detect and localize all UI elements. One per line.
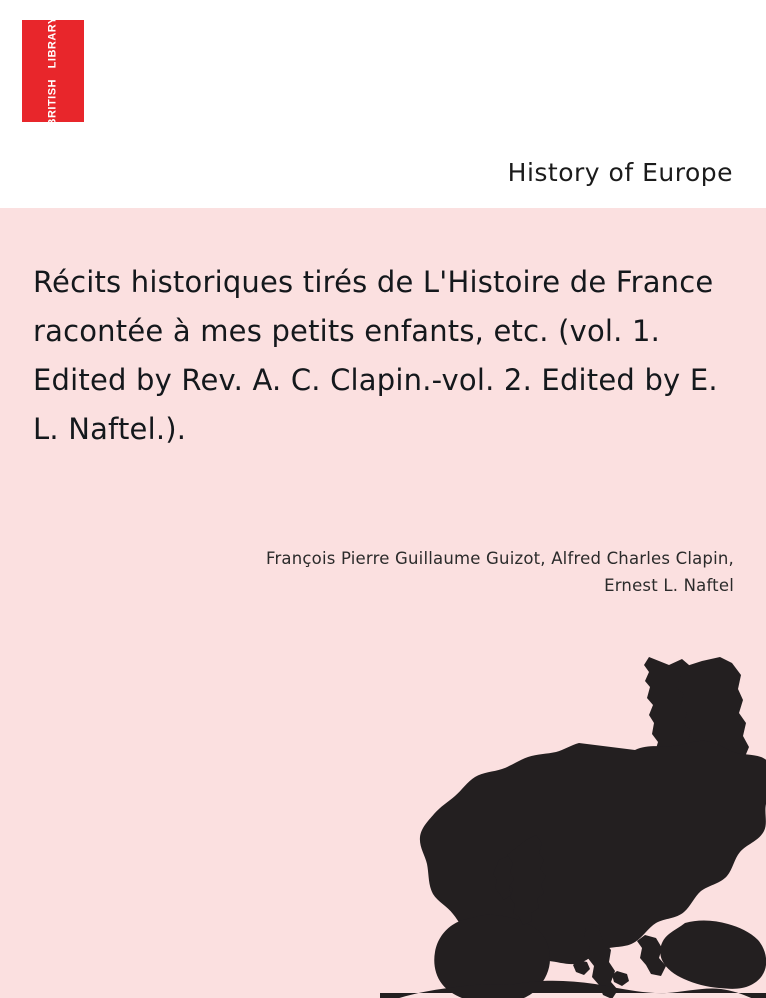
logo-line-2: LIBRARY [46, 16, 59, 69]
british-library-logo [22, 16, 84, 127]
europe-map-icon [380, 655, 766, 998]
header-band [0, 0, 766, 140]
subject-label: History of Europe [507, 158, 733, 187]
book-authors: François Pierre Guillaume Guizot, Alfred Charles Clapin, Ernest L. Naftel [265, 549, 734, 595]
book-title: Récits historiques tirés de L'Histoire de France racontée à mes petits enfants, etc. (vol. 1. Edited by Rev. A. C. Clapin.-vol. 2. Edited by E. L. Naftel.). [33, 265, 718, 446]
logo-line-1: BRITISH [46, 79, 59, 127]
